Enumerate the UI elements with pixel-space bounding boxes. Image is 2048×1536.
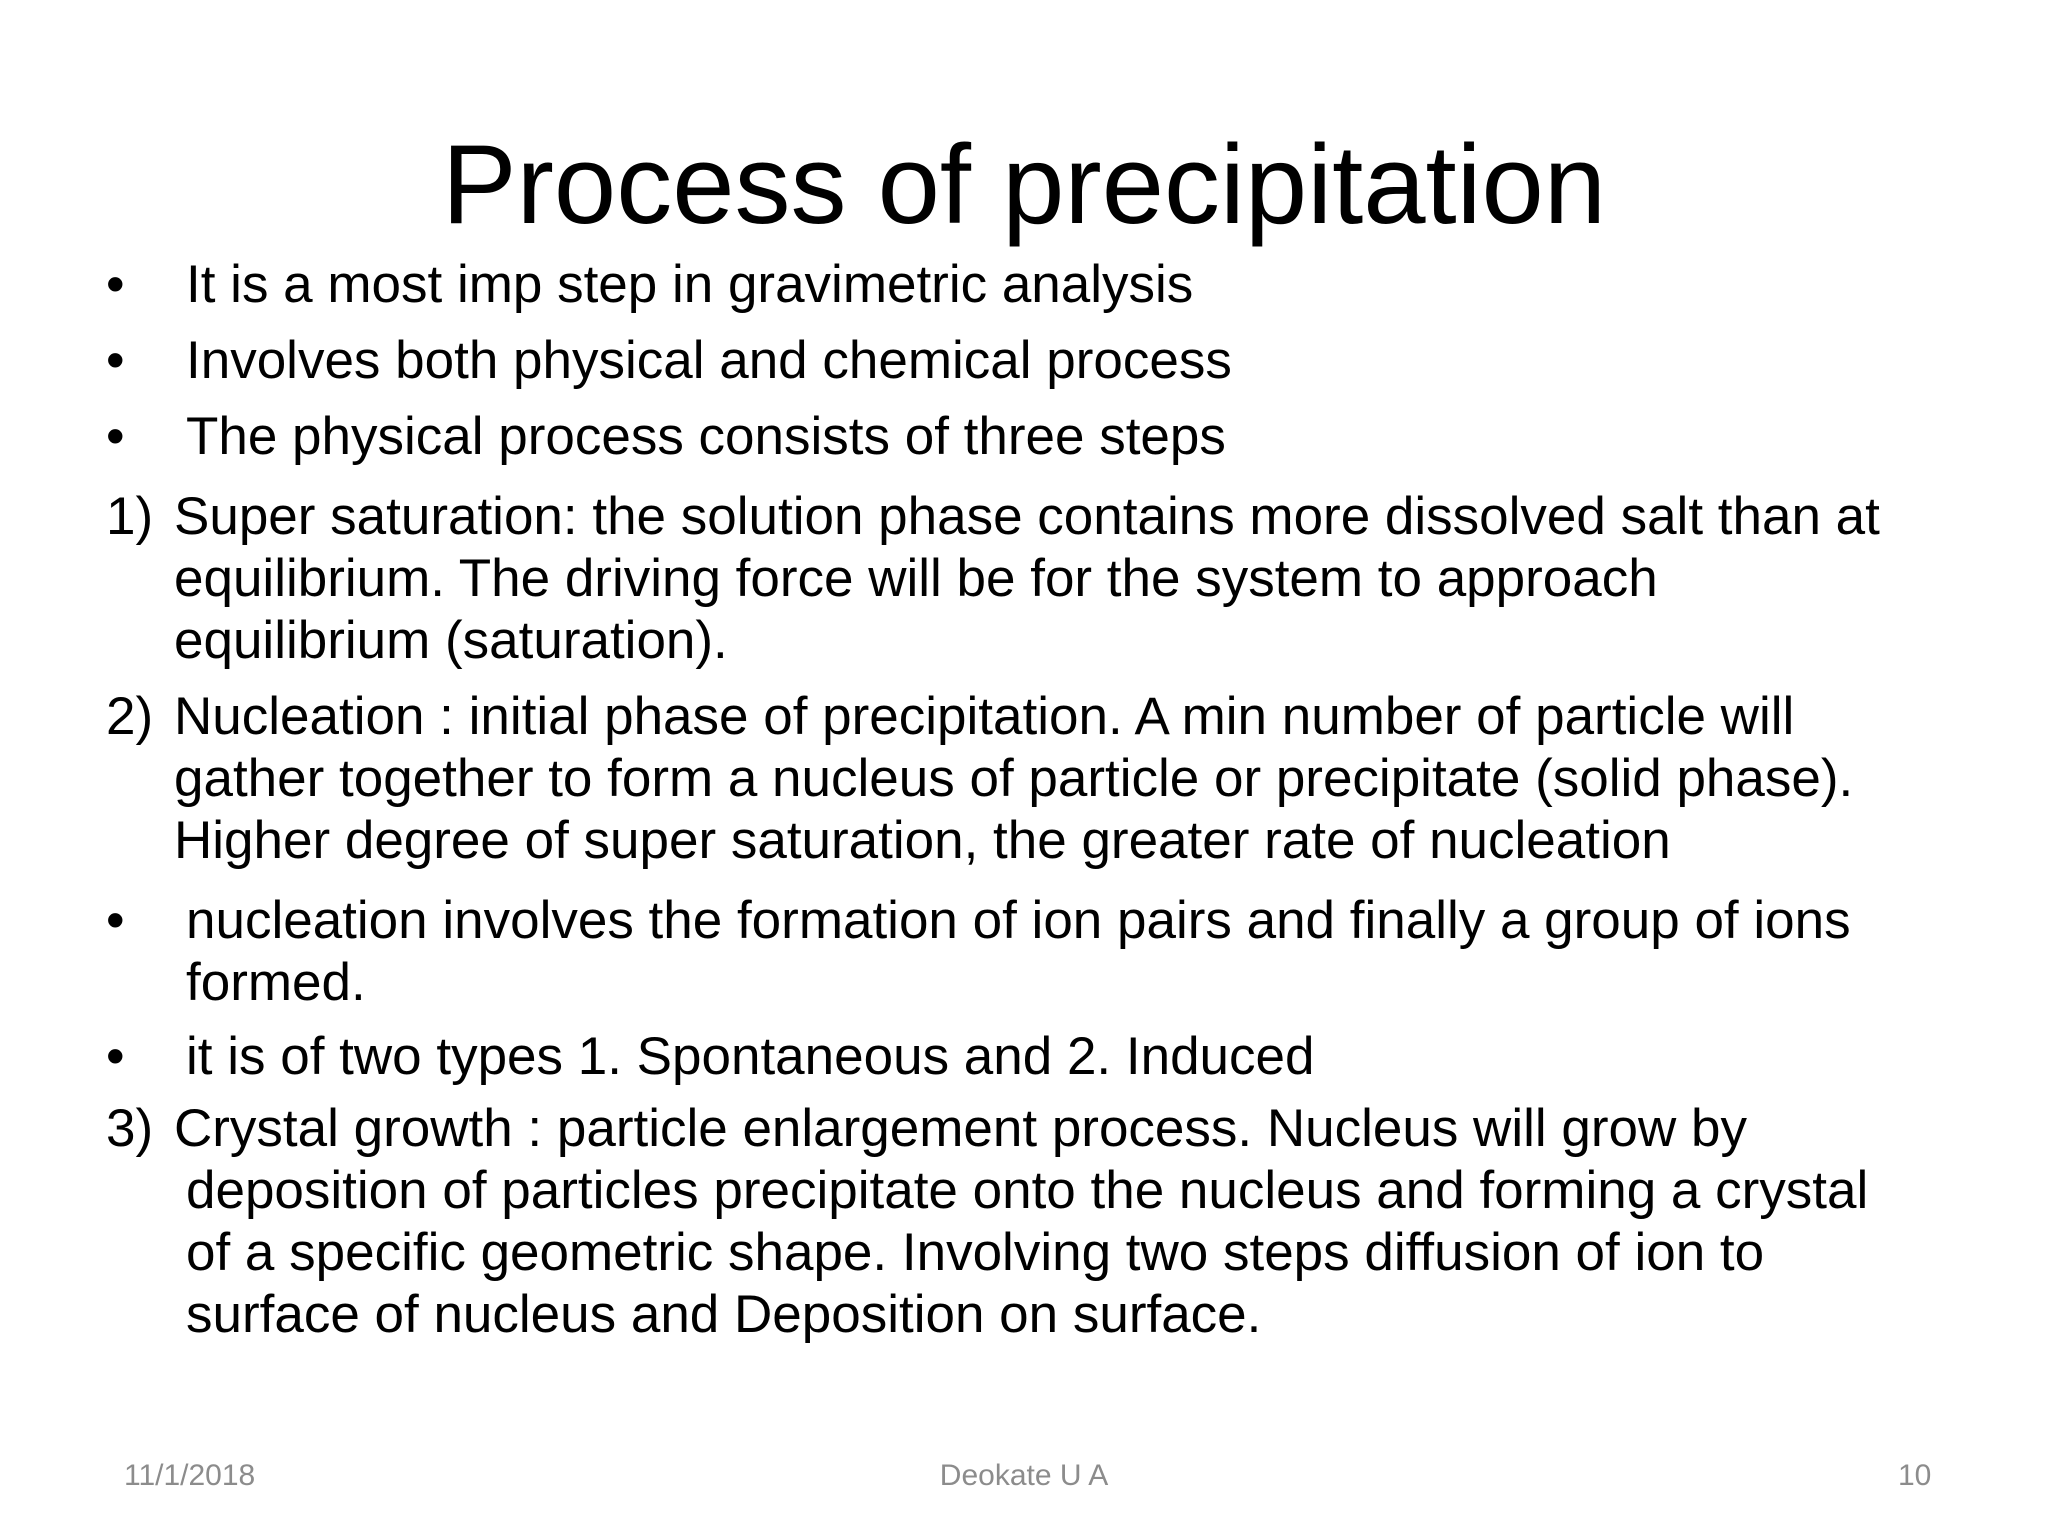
step-text: surface of nucleus and Deposition on surface. — [186, 1285, 1262, 1344]
bullet-marker: • — [106, 891, 125, 950]
step-text: Nucleation : initial phase of precipitation. A min number of particle will — [174, 687, 1795, 746]
step-text: deposition of particles precipitate onto the nucleus and forming a crystal — [186, 1161, 1869, 1220]
footer-author: Deokate U A — [939, 1459, 1109, 1492]
step-text: Higher degree of super saturation, the greater rate of nucleation — [174, 811, 1671, 870]
bullet-text: formed. — [186, 953, 366, 1012]
bullet-marker: • — [106, 1027, 125, 1086]
bullet-text: The physical process consists of three steps — [186, 407, 1226, 466]
bullet-marker: • — [106, 407, 125, 466]
step-text: equilibrium (saturation). — [174, 611, 728, 670]
step-text: of a specific geometric shape. Involving two steps diffusion of ion to — [186, 1223, 1765, 1282]
step-number: 1) — [106, 487, 154, 546]
bullet-text: nucleation involves the formation of ion pairs and finally a group of ions — [186, 891, 1851, 950]
bullet-marker: • — [106, 255, 125, 314]
step-number: 3) — [106, 1099, 154, 1158]
step-text: gather together to form a nucleus of particle or precipitate (solid phase). — [174, 749, 1854, 808]
bullet-text: it is of two types 1. Spontaneous and 2. Induced — [186, 1027, 1315, 1086]
bullet-marker: • — [106, 331, 125, 390]
slide-title: Process of precipitation — [441, 122, 1607, 247]
step-text: equilibrium. The driving force will be for the system to approach — [174, 549, 1658, 608]
bullet-text: Involves both physical and chemical process — [186, 331, 1232, 390]
footer-page-number: 10 — [1898, 1459, 1932, 1492]
step-number: 2) — [106, 687, 154, 746]
bullet-text: It is a most imp step in gravimetric analysis — [186, 255, 1194, 314]
step-text: Super saturation: the solution phase contains more dissolved salt than at — [174, 487, 1880, 546]
footer-date: 11/1/2018 — [124, 1459, 256, 1492]
step-text: Crystal growth : particle enlargement process. Nucleus will grow by — [174, 1099, 1747, 1158]
